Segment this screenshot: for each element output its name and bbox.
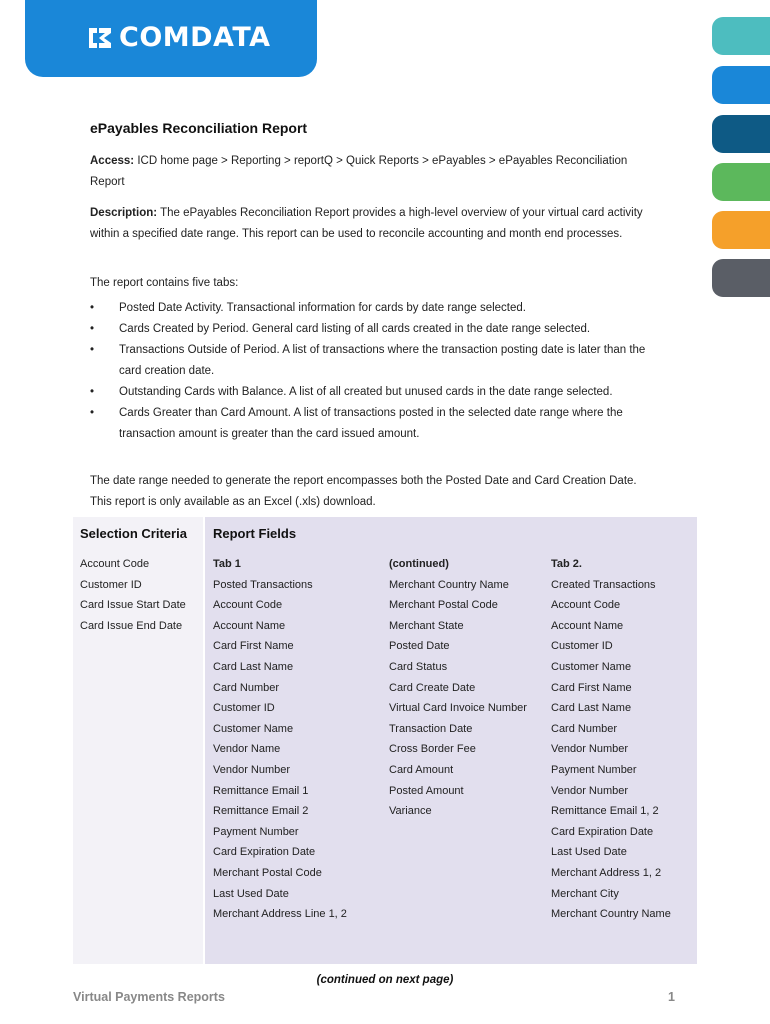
list-item: Customer ID bbox=[80, 578, 142, 591]
report-fields-heading: Report Fields bbox=[213, 526, 297, 541]
list-item: • Outstanding Cards with Balance. A list of all created but unused cards in the date range selected. bbox=[90, 386, 613, 398]
side-tab-gray bbox=[712, 259, 770, 297]
list-item: Posted Transactions bbox=[213, 578, 313, 591]
list-item: Merchant Country Name bbox=[389, 578, 509, 591]
list-item: Remittance Email 1 bbox=[213, 784, 309, 797]
list-item: Card Issue End Date bbox=[80, 619, 183, 632]
list-item: Account Code bbox=[551, 599, 621, 612]
col1-head: Tab 1 bbox=[213, 558, 241, 570]
list-item: Customer Name bbox=[213, 722, 294, 735]
comdata-logo-icon bbox=[87, 25, 113, 51]
list-item: Merchant Address Line 1, 2 bbox=[213, 908, 347, 921]
list-item: Merchant Postal Code bbox=[389, 599, 498, 612]
brand-logo bbox=[87, 22, 271, 53]
list-item: Merchant Country Name bbox=[551, 908, 671, 921]
description-paragraph bbox=[90, 203, 650, 245]
footer-title: Virtual Payments Reports bbox=[73, 990, 225, 1004]
side-tab-blue bbox=[712, 66, 770, 104]
access-label: Access: bbox=[90, 155, 135, 167]
list-item: Card First Name bbox=[551, 681, 632, 694]
list-item: Vendor Number bbox=[551, 784, 629, 797]
list-item: Cross Border Fee bbox=[389, 743, 476, 756]
list-item: Card Create Date bbox=[389, 681, 476, 694]
list-item: Virtual Card Invoice Number bbox=[389, 702, 527, 715]
date-note: The date range needed to generate the report encompasses both the Posted Date and Card Creation Date. This report is only available as an Excel (.xls) download. bbox=[90, 475, 637, 508]
list-item: Customer ID bbox=[213, 702, 275, 715]
side-tab-orange bbox=[712, 211, 770, 249]
side-tab-green bbox=[712, 163, 770, 201]
list-item: Created Transactions bbox=[551, 578, 656, 591]
list-item: Remittance Email 1, 2 bbox=[551, 805, 659, 818]
list-item: Card Last Name bbox=[551, 702, 632, 715]
list-item: Variance bbox=[389, 805, 432, 818]
description-text: The ePayables Reconciliation Report provides a high-level overview of your virtual card activity within a specified date range. This report can be used to reconcile accounting and month end processes. bbox=[90, 207, 643, 240]
list-item: Vendor Name bbox=[213, 743, 281, 756]
list-item: Posted Date bbox=[389, 640, 450, 653]
list-item: Payment Number bbox=[551, 763, 637, 776]
selection-criteria-list bbox=[80, 554, 186, 636]
list-item: Account Name bbox=[213, 619, 286, 632]
list-item: Merchant State bbox=[389, 619, 464, 632]
list-item: Vendor Number bbox=[551, 743, 629, 756]
list-item: Account Code bbox=[80, 558, 150, 570]
list-item: Vendor Number bbox=[213, 763, 291, 776]
list-item: Last Used Date bbox=[551, 846, 627, 859]
list-item: Remittance Email 2 bbox=[213, 805, 309, 818]
selection-criteria-heading: Selection Criteria bbox=[80, 526, 187, 541]
page-title: ePayables Reconciliation Report bbox=[90, 120, 308, 136]
report-fields-col1 bbox=[213, 554, 347, 925]
access-paragraph bbox=[90, 151, 650, 193]
access-text: ICD home page > Reporting > reportQ > Quick Reports > ePayables > ePayables Reconciliation Report bbox=[90, 155, 628, 188]
list-item: Last Used Date bbox=[213, 887, 289, 900]
col3-head: Tab 2. bbox=[551, 558, 582, 570]
description-label: Description: bbox=[90, 207, 158, 219]
list-item: Card Last Name bbox=[213, 660, 294, 673]
side-tab-navy bbox=[712, 115, 770, 153]
list-item: Payment Number bbox=[213, 825, 299, 838]
list-item: Account Name bbox=[551, 619, 624, 632]
col2-head: (continued) bbox=[389, 558, 449, 570]
list-item: Merchant Address 1, 2 bbox=[551, 866, 662, 879]
brand-banner bbox=[25, 0, 317, 77]
list-item: Merchant City bbox=[551, 887, 619, 900]
list-item: • Cards Greater than Card Amount. A list of transactions posted in the selected date range where the transaction amount is greater than the card issued amount. bbox=[90, 407, 623, 440]
list-item: Customer Name bbox=[551, 660, 632, 673]
list-item: Card Amount bbox=[389, 763, 454, 776]
list-item: Card First Name bbox=[213, 640, 294, 653]
list-item: Posted Amount bbox=[389, 784, 464, 797]
list-item: • Cards Created by Period. General card listing of all cards created in the date range selected. bbox=[90, 323, 591, 335]
report-fields-col2 bbox=[389, 554, 527, 822]
report-fields-col3 bbox=[551, 554, 671, 925]
list-item: Card Expiration Date bbox=[551, 825, 654, 838]
list-item: Card Issue Start Date bbox=[80, 599, 186, 612]
list-item: Merchant Postal Code bbox=[213, 866, 322, 879]
side-tab-teal bbox=[712, 17, 770, 55]
list-item: Customer ID bbox=[551, 640, 613, 653]
page-number: 1 bbox=[668, 990, 675, 1004]
list-item: Card Expiration Date bbox=[213, 846, 316, 859]
list-item: Account Code bbox=[213, 599, 283, 612]
continued-note: (continued on next page) bbox=[316, 974, 454, 986]
brand-name: COMDATA bbox=[119, 22, 271, 53]
list-item: Transaction Date bbox=[389, 722, 473, 735]
list-item: Card Number bbox=[213, 681, 280, 694]
list-item: • Posted Date Activity. Transactional information for cards by date range selected. bbox=[90, 302, 526, 314]
list-item: Card Status bbox=[389, 660, 448, 673]
tabs-intro: The report contains five tabs: bbox=[90, 277, 239, 289]
list-item: Card Number bbox=[551, 722, 618, 735]
tabs-bullet-list bbox=[90, 298, 650, 445]
list-item: • Transactions Outside of Period. A list of transactions where the transaction posting date is later than the card creation date. bbox=[90, 344, 646, 377]
